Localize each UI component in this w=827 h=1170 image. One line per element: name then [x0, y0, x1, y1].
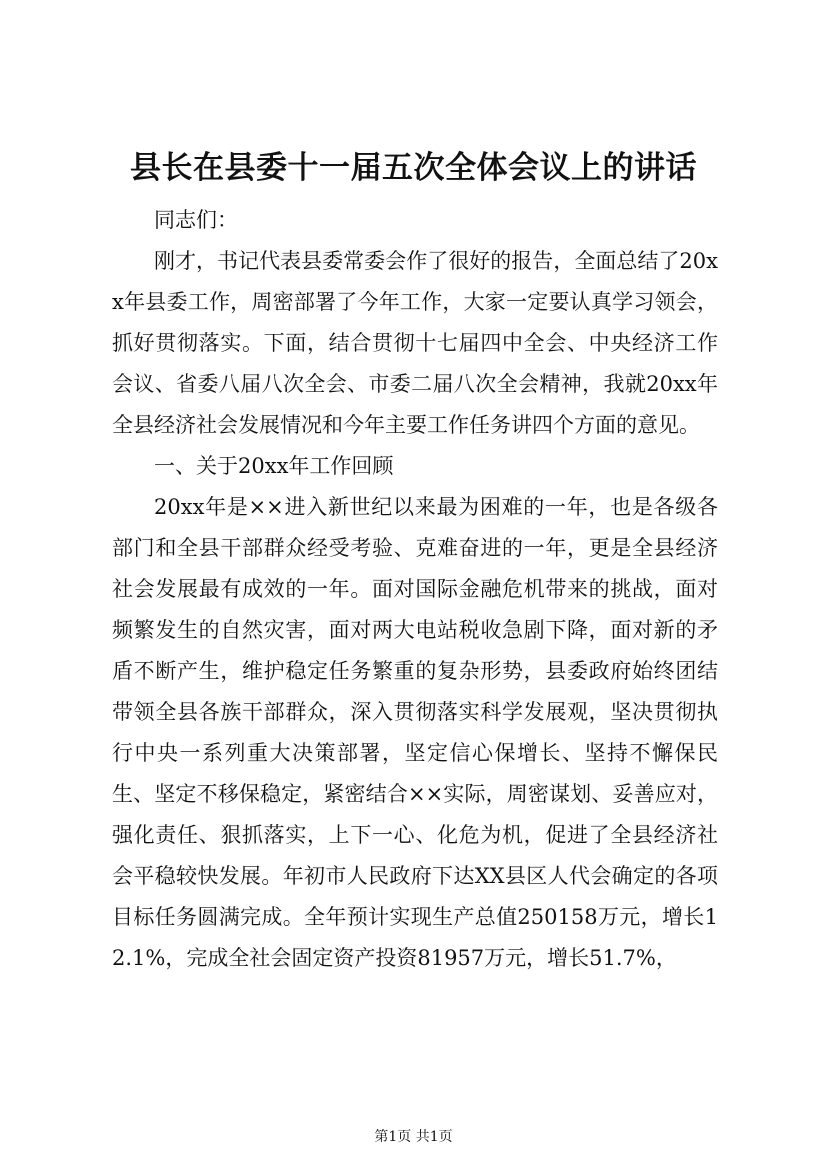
intro-paragraph: 刚才，书记代表县委常委会作了很好的报告，全面总结了20xx年县委工作，周密部署了今年工作，大家一定要认真学习领会，抓好贯彻落实。下面，结合贯彻十七届四中全会、中央经济工作会议、省委八届八次全会、市委二届八次全会精神，我就20xx年全县经济社会发展情况和今年主要工作任务讲四个方面的意见。	[112, 249, 718, 437]
document-title: 县长在县委十一届五次全体会议上的讲话	[130, 150, 697, 186]
page-footer: 第1页 共1页	[374, 1129, 453, 1145]
document-body	[112, 200, 718, 979]
review-paragraph: 20xx年是××进入新世纪以来最为困难的一年，也是各级各部门和全县干部群众经受考验、克难奋进的一年，更是全县经济社会发展最有成效的一年。面对国际金融危机带来的挑战，面对频繁发生的自然灾害，面对两大电站税收急剧下降，面对新的矛盾不断产生，维护稳定任务繁重的复杂形势，县委政府始终团结带领全县各族干部群众，深入贯彻落实科学发展观，坚决贯彻执行中央一系列重大决策部署，坚定信心保增长、坚持不懈保民生、坚定不移保稳定，紧密结合××实际，周密谋划、妥善应对，强化责任、狠抓落实，上下一心、化危为机，促进了全县经济社会平稳较快发展。年初市人民政府下达XX县区人代会确定的各项目标任务圆满完成。全年预计实现生产总值250158万元，增长12.1%，完成全社会固定资产投资81957万元，增长51.7%，	[112, 495, 718, 970]
salutation-paragraph: 同志们：	[154, 208, 238, 232]
section-heading: 一、关于20xx年工作回顾	[154, 454, 394, 478]
